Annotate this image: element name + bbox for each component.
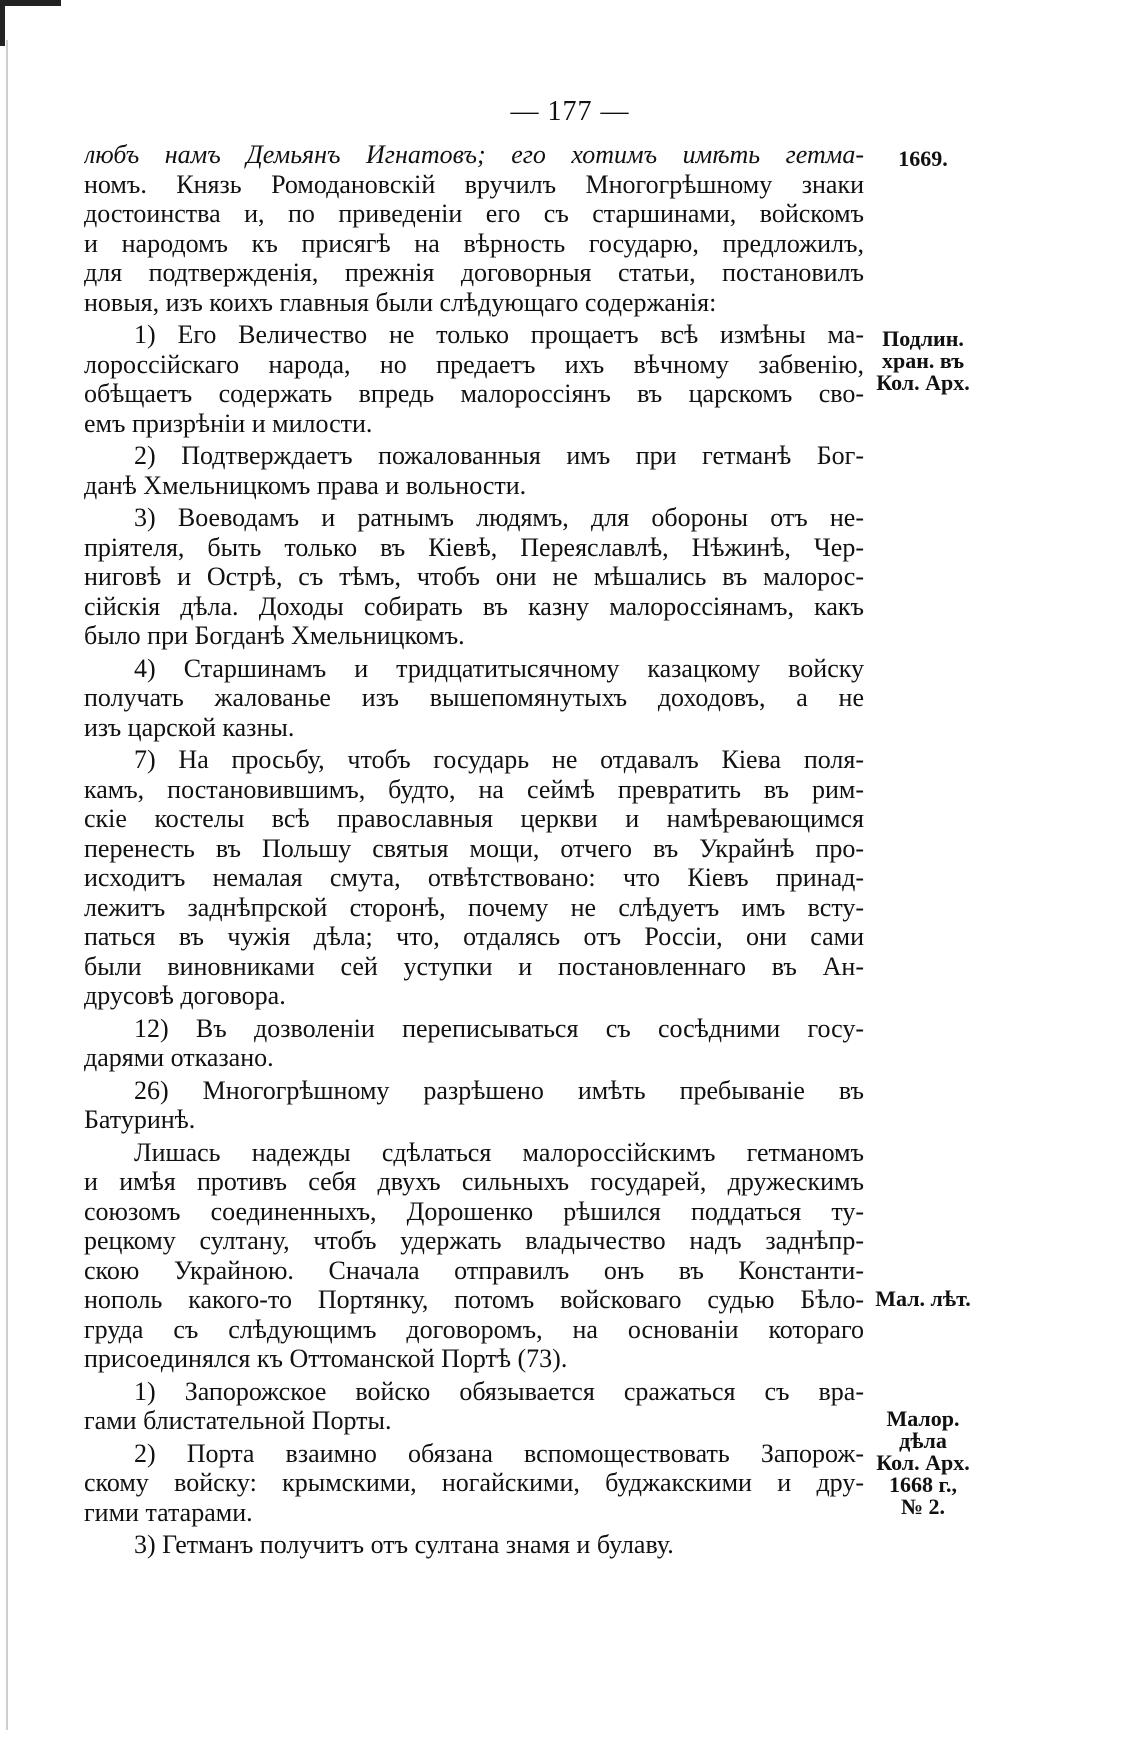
text-line: 3) Гетманъ получитъ отъ султана знамя и булаву. bbox=[134, 1530, 674, 1559]
text-line: паться въ чужія дѣла; что, отдалясь отъ Россіи, они сами bbox=[84, 922, 864, 951]
marginal-note-podlinnik bbox=[868, 328, 978, 394]
text-line: Батуринѣ. bbox=[84, 1105, 196, 1134]
paragraph bbox=[84, 1076, 864, 1135]
text-line: любъ намъ Демьянъ Игнатовъ; его хотимъ имѣть гетма- bbox=[84, 140, 864, 169]
text-line: груда съ слѣдующимъ договоромъ, на основаніи котораго bbox=[84, 1314, 864, 1344]
text-line: обѣщаетъ содержать впредь малороссіянъ въ царскомъ сво- bbox=[84, 379, 864, 408]
scan-left-edge bbox=[6, 40, 8, 1730]
text-line: гами блистательной Порты. bbox=[84, 1406, 392, 1435]
page-number: — 177 — bbox=[510, 96, 630, 127]
text-line: лежитъ заднѣпрской сторонѣ, почему не слѣдуетъ имъ всту- bbox=[84, 892, 864, 922]
text-line: были виновниками сей уступки и постановленнаго въ Ан- bbox=[84, 951, 864, 981]
note-line: Подлин. bbox=[882, 326, 964, 351]
text-line: скою Украйною. Сначала отправилъ онъ въ Константи- bbox=[84, 1255, 864, 1285]
text-line: было при Богданѣ Хмельницкомъ. bbox=[84, 621, 465, 650]
text-line: получать жалованье изъ вышепомянутыхъ доходовъ, а не bbox=[84, 683, 864, 712]
text-line: 3) Воеводамъ и ратнымъ людямъ, для обороны отъ не- bbox=[134, 503, 864, 532]
note-line: 1668 г., bbox=[888, 1472, 957, 1497]
text-line: достоинства и, по приведеніи его съ старшинами, войскомъ bbox=[84, 199, 864, 228]
text-line: скому войску: крымскими, ногайскими, буджакскими и дру- bbox=[84, 1468, 864, 1497]
year-marginal: 1669. bbox=[898, 146, 948, 171]
text-line: и имѣя противъ себя двухъ сильныхъ государей, дружескимъ bbox=[84, 1167, 864, 1196]
text-line: изъ царской казны. bbox=[84, 712, 295, 742]
paragraph bbox=[84, 1377, 864, 1436]
text-line: камъ, постановившимъ, будто, на сеймѣ превратить въ рим- bbox=[84, 774, 864, 804]
marginal-note-malor-dela bbox=[868, 1408, 978, 1518]
text-line: союзомъ соединенныхъ, Дорошенко рѣшился поддаться ту- bbox=[84, 1196, 864, 1226]
text-line: гими татарами. bbox=[84, 1497, 253, 1527]
text-line: и народомъ къ присягѣ на вѣрность государю, предложилъ, bbox=[84, 228, 864, 258]
text-line: скіе костелы всѣ православныя церкви и намѣревающимся bbox=[84, 804, 864, 833]
paragraph bbox=[84, 745, 864, 1011]
paragraph bbox=[84, 1530, 864, 1560]
text-line: исходитъ немалая смута, отвѣтствовано: что Кіевъ принад- bbox=[84, 863, 864, 892]
paragraph bbox=[84, 320, 864, 438]
text-line: 7) На просьбу, чтобъ государь не отдавалъ Кіева поля- bbox=[134, 745, 864, 774]
text-line: 12) Въ дозволеніи переписываться съ сосѣдними госу- bbox=[134, 1013, 864, 1043]
text-line: рецкому султану, чтобъ удержать владычество надъ заднѣпр- bbox=[84, 1226, 864, 1255]
text-line: емъ призрѣніи и милости. bbox=[84, 408, 373, 438]
text-line: друсовѣ договора. bbox=[84, 981, 286, 1010]
note-line: Малор. bbox=[886, 1406, 960, 1431]
note-line: дѣла bbox=[899, 1428, 947, 1453]
note-line: хран. въ bbox=[881, 348, 965, 373]
paragraph bbox=[84, 1439, 864, 1528]
marginal-note-mal-let bbox=[868, 1288, 978, 1310]
text-line: 2) Подтверждаетъ пожалованныя имъ при гетманѣ Бог- bbox=[134, 441, 864, 470]
paragraph bbox=[84, 1014, 864, 1073]
paragraph bbox=[84, 1138, 864, 1374]
text-line: дарями отказано. bbox=[84, 1043, 274, 1072]
text-line: 1) Его Величество не только прощаетъ всѣ измѣны ма- bbox=[134, 320, 864, 349]
text-line: новыя, изъ коихъ главныя были слѣдующаго содержанія: bbox=[84, 287, 717, 317]
text-line: сійскія дѣла. Доходы собирать въ казну малороссіянамъ, какъ bbox=[84, 591, 864, 621]
scan-corner-mark bbox=[0, 0, 61, 46]
text-line: 1) Запорожское войско обязывается сражаться съ вра- bbox=[134, 1376, 864, 1406]
text-line: 4) Старшинамъ и тридцатитысячному казацкому войску bbox=[134, 653, 864, 683]
text-line: Лишась надежды сдѣлаться малороссійскимъ гетманомъ bbox=[134, 1137, 864, 1167]
paragraph bbox=[84, 140, 864, 317]
note-line: Кол. Арх. bbox=[876, 1450, 970, 1475]
text-line: нополь какого-то Портянку, потомъ войсковаго судью Бѣло- bbox=[84, 1285, 864, 1314]
note-line: Кол. Арх. bbox=[876, 370, 970, 395]
text-line: данѣ Хмельницкомъ права и вольности. bbox=[84, 470, 527, 500]
paragraph bbox=[84, 441, 864, 500]
text-line: ниговѣ и Острѣ, съ тѣмъ, чтобъ они не мѣшались въ малорос- bbox=[84, 562, 864, 591]
paragraph bbox=[84, 503, 864, 651]
text-line: для подтвержденія, прежнія договорныя статьи, постановилъ bbox=[84, 258, 864, 287]
text-line: 2) Порта взаимно обязана вспомоществовать Запорож- bbox=[134, 1438, 864, 1468]
body-text bbox=[84, 140, 864, 1563]
note-line: № 2. bbox=[900, 1494, 946, 1519]
text-line: 26) Многогрѣшному разрѣшено имѣть пребываніе въ bbox=[134, 1075, 864, 1105]
paragraph bbox=[84, 654, 864, 743]
text-line: присоединялся къ Оттоманской Портѣ (73). bbox=[84, 1344, 568, 1373]
text-line: лороссійскаго народа, но предаетъ ихъ вѣчному забвенію, bbox=[84, 349, 864, 379]
text-line: перенесть въ Польшу святыя мощи, отчего въ Украйнѣ про- bbox=[84, 833, 864, 863]
text-line: номъ. Князь Ромодановскій вручилъ Многогрѣшному знаки bbox=[84, 169, 864, 199]
text-line: пріятеля, быть только въ Кіевѣ, Переяславлѣ, Нѣжинѣ, Чер- bbox=[84, 532, 864, 562]
note-line: Мал. лѣт. bbox=[875, 1286, 971, 1311]
